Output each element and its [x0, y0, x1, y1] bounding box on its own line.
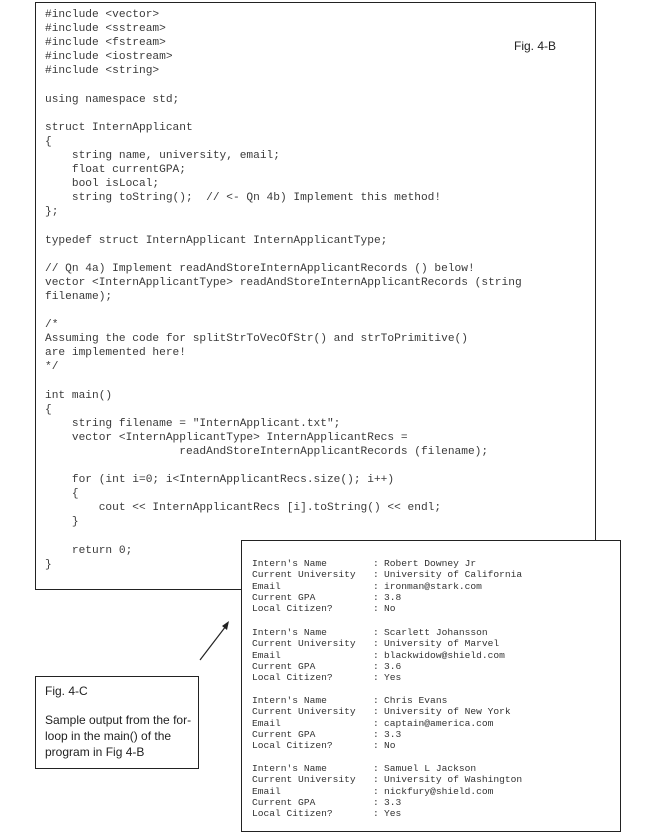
output-field-row — [252, 638, 505, 649]
field-label: Email — [252, 649, 281, 661]
code-line: using namespace std; — [45, 93, 180, 106]
code-line: struct InternApplicant — [45, 121, 193, 134]
output-record — [252, 695, 511, 751]
field-value: 3.6 — [384, 660, 402, 672]
output-field-row — [252, 706, 511, 717]
code-line: are implemented here! — [45, 347, 186, 360]
field-separator: : — [373, 603, 379, 615]
code-line: string toString(); // <- Qn 4b) Implement this method! — [45, 192, 442, 205]
code-line: float currentGPA; — [45, 164, 186, 177]
arrow-icon — [196, 618, 232, 664]
field-value: 3.3 — [384, 796, 402, 808]
code-line: vector <InternApplicantType> readAndStoreInternApplicantRecords (string — [45, 276, 522, 289]
field-label: Intern's Name — [252, 695, 327, 706]
field-label: Local Citizen? — [252, 808, 333, 820]
field-separator: : — [373, 796, 379, 808]
field-value: Robert Downey Jr — [384, 558, 477, 569]
output-field-row — [252, 763, 522, 774]
code-line: Assuming the code for splitStrToVecOfStr() and strToPrimitive() — [45, 333, 468, 346]
field-separator: : — [373, 569, 379, 581]
field-separator: : — [373, 808, 379, 820]
output-field-row — [252, 592, 522, 603]
code-line: for (int i=0; i<InternApplicantRecs.size(); i++) — [45, 474, 395, 487]
code-line: typedef struct InternApplicant InternApplicantType; — [45, 234, 388, 247]
field-label: Current University — [252, 569, 356, 581]
code-line: }; — [45, 206, 59, 219]
field-label: Local Citizen? — [252, 740, 333, 752]
code-line: int main() — [45, 389, 113, 402]
field-label: Current GPA — [252, 728, 316, 740]
field-separator: : — [373, 580, 379, 592]
output-field-row — [252, 695, 511, 706]
field-value: University of Marvel — [384, 638, 500, 650]
code-line: #include <iostream> — [45, 51, 173, 64]
figure-label-4c: Fig. 4-C — [45, 684, 88, 698]
code-line: { — [45, 135, 52, 148]
output-field-row — [252, 718, 511, 729]
field-separator: : — [373, 558, 379, 569]
field-label: Email — [252, 717, 281, 729]
code-line: // Qn 4a) Implement readAndStoreInternApplicantRecords () below! — [45, 262, 475, 275]
code-line: string filename = "InternApplicant.txt"; — [45, 417, 341, 430]
code-line: cout << InternApplicantRecs [i].toString() << endl; — [45, 502, 442, 515]
field-value: captain@america.com — [384, 717, 494, 729]
field-label: Email — [252, 785, 281, 797]
output-record — [252, 763, 522, 819]
field-label: Email — [252, 580, 281, 592]
output-field-row — [252, 627, 505, 638]
output-field-row — [252, 603, 522, 614]
field-separator: : — [373, 763, 379, 774]
code-line: return 0; — [45, 544, 133, 557]
code-line: { — [45, 403, 52, 416]
code-line: #include <sstream> — [45, 23, 166, 36]
field-separator: : — [373, 672, 379, 684]
code-line: readAndStoreInternApplicantRecords (filename); — [45, 445, 489, 458]
field-separator: : — [373, 695, 379, 706]
code-listing — [45, 8, 522, 572]
field-label: Current GPA — [252, 660, 316, 672]
figure-caption-text: Sample output from the for-loop in the main() of the program in Fig 4-B — [45, 713, 192, 759]
output-field-row — [252, 581, 522, 592]
sample-output-box — [241, 540, 621, 832]
field-label: Current University — [252, 706, 356, 718]
code-line: string name, university, email; — [45, 149, 280, 162]
field-value: University of California — [384, 569, 523, 581]
field-value: University of Washington — [384, 774, 523, 786]
field-label: Intern's Name — [252, 763, 327, 774]
field-value: blackwidow@shield.com — [384, 649, 505, 661]
field-value: Samuel L Jackson — [384, 763, 477, 774]
field-value: 3.3 — [384, 728, 402, 740]
field-label: Intern's Name — [252, 558, 327, 569]
field-value: No — [384, 603, 396, 615]
field-separator: : — [373, 774, 379, 786]
field-value: 3.8 — [384, 591, 402, 603]
code-line: bool isLocal; — [45, 178, 160, 191]
code-line: */ — [45, 361, 59, 374]
field-separator: : — [373, 649, 379, 661]
figure-label-4b: Fig. 4-B — [514, 39, 557, 53]
field-separator: : — [373, 591, 379, 603]
field-label: Local Citizen? — [252, 603, 333, 615]
output-record — [252, 558, 522, 614]
field-value: Yes — [384, 672, 402, 684]
field-separator: : — [373, 706, 379, 718]
field-value: Yes — [384, 808, 402, 820]
code-line: /* — [45, 319, 59, 332]
output-field-row — [252, 672, 505, 683]
code-line: #include <fstream> — [45, 37, 166, 50]
field-label: Intern's Name — [252, 627, 327, 638]
field-value: nickfury@shield.com — [384, 785, 494, 797]
figure-caption-box — [35, 676, 199, 769]
output-record — [252, 627, 505, 683]
field-separator: : — [373, 717, 379, 729]
output-field-row — [252, 650, 505, 661]
code-line: #include <vector> — [45, 9, 160, 21]
field-separator: : — [373, 660, 379, 672]
output-field-row — [252, 808, 522, 819]
output-field-row — [252, 729, 511, 740]
field-label: Local Citizen? — [252, 672, 333, 684]
field-separator: : — [373, 785, 379, 797]
output-field-row — [252, 774, 522, 785]
field-label: Current GPA — [252, 796, 316, 808]
code-line: } — [45, 516, 79, 529]
code-listing-box — [35, 2, 596, 590]
code-line: vector <InternApplicantType> InternApplicantRecs = — [45, 431, 408, 444]
field-value: University of New York — [384, 706, 511, 718]
output-field-row — [252, 661, 505, 672]
field-separator: : — [373, 740, 379, 752]
field-separator: : — [373, 627, 379, 638]
output-field-row — [252, 786, 522, 797]
code-line: { — [45, 488, 79, 501]
field-label: Current University — [252, 774, 356, 786]
output-field-row — [252, 569, 522, 580]
field-separator: : — [373, 728, 379, 740]
code-line: } — [45, 558, 52, 571]
output-field-row — [252, 797, 522, 808]
field-label: Current University — [252, 638, 356, 650]
output-field-row — [252, 740, 511, 751]
output-field-row — [252, 558, 522, 569]
field-value: Scarlett Johansson — [384, 627, 488, 638]
field-value: Chris Evans — [384, 695, 448, 706]
code-line: filename); — [45, 290, 113, 303]
field-label: Current GPA — [252, 591, 316, 603]
field-value: No — [384, 740, 396, 752]
field-separator: : — [373, 638, 379, 650]
code-line: #include <string> — [45, 65, 160, 78]
field-value: ironman@stark.com — [384, 580, 482, 592]
